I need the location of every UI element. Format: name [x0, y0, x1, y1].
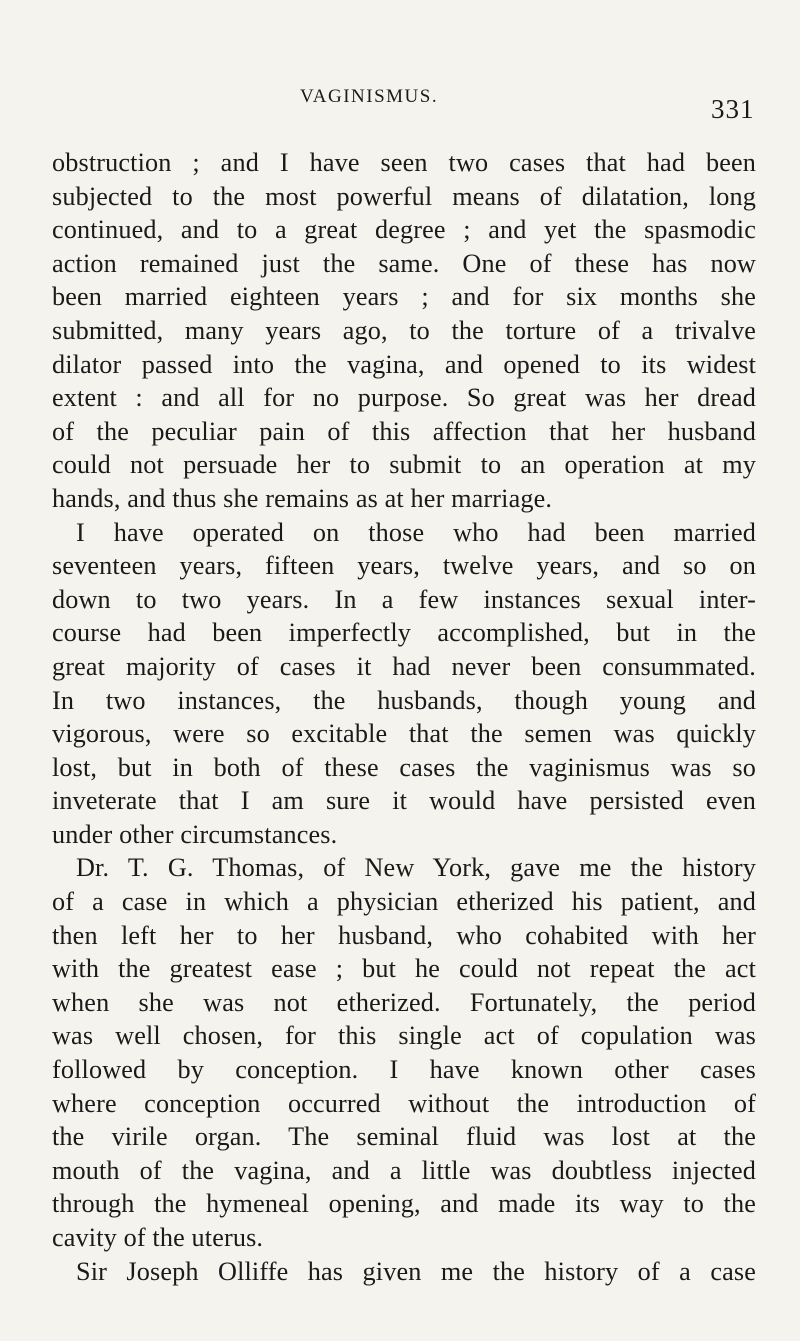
text-line: where conception occurred without the introduction of — [52, 1088, 756, 1118]
text-line: mouth of the vagina, and a little was doubtless injected — [52, 1155, 756, 1185]
text-line: obstruction ; and I have seen two cases that had been — [52, 148, 756, 177]
text-line: hands, and thus she remains as at her marriage. — [52, 483, 553, 513]
text-line: been married eighteen years ; and for six months she — [52, 282, 756, 312]
text-line: In two instances, the husbands, though young and — [52, 685, 756, 715]
body-text — [52, 146, 756, 1288]
text-line: great majority of cases it had never been consummated. — [52, 651, 756, 681]
text-line: submitted, many years ago, to the torture of a trivalve — [52, 315, 756, 345]
text-line: cavity of the uterus. — [52, 1223, 264, 1252]
text-line: inveterate that I am sure it would have persisted even — [52, 786, 756, 816]
text-line: vigorous, were so excitable that the semen was quickly — [52, 719, 756, 749]
text-line: was well chosen, for this single act of copulation was — [52, 1021, 756, 1051]
text-line: I have operated on those who had been married — [76, 517, 756, 547]
text-line: could not persuade her to submit to an operation at my — [52, 450, 756, 480]
text-line: under other circumstances. — [52, 819, 338, 849]
text-line: Sir Joseph Olliffe has given me the history of a case — [76, 1256, 756, 1286]
page-number: 331 — [711, 94, 755, 124]
text-line: down to two years. In a few instances sexual inter- — [52, 584, 756, 614]
text-line: subjected to the most powerful means of dilatation, long — [52, 181, 756, 211]
text-line: of a case in which a physician etherized his patient, and — [52, 887, 756, 917]
text-line: through the hymeneal opening, and made its way to the — [52, 1189, 756, 1219]
text-line: extent : and all for no purpose. So great was her dread — [52, 383, 756, 413]
text-line: course had been imperfectly accomplished, but in the — [52, 618, 756, 648]
text-line: action remained just the same. One of these has now — [52, 248, 756, 278]
text-line: lost, but in both of these cases the vaginismus was so — [52, 752, 756, 782]
text-line: followed by conception. I have known other cases — [52, 1055, 756, 1085]
text-line: of the peculiar pain of this affection that her husband — [52, 416, 756, 446]
running-title: VAGINISMUS. — [300, 86, 439, 107]
text-line: the virile organ. The seminal fluid was lost at the — [52, 1122, 756, 1152]
text-line: Dr. T. G. Thomas, of New York, gave me the history — [76, 853, 756, 883]
text-line: with the greatest ease ; but he could not repeat the act — [52, 954, 756, 984]
text-line: dilator passed into the vagina, and opened to its widest — [52, 349, 756, 379]
text-line: when she was not etherized. Fortunately, the period — [52, 987, 756, 1017]
text-line: seventeen years, fifteen years, twelve years, and so on — [52, 551, 756, 581]
text-line: then left her to her husband, who cohabited with her — [52, 920, 756, 950]
text-line: continued, and to a great degree ; and yet the spasmodic — [52, 215, 756, 245]
